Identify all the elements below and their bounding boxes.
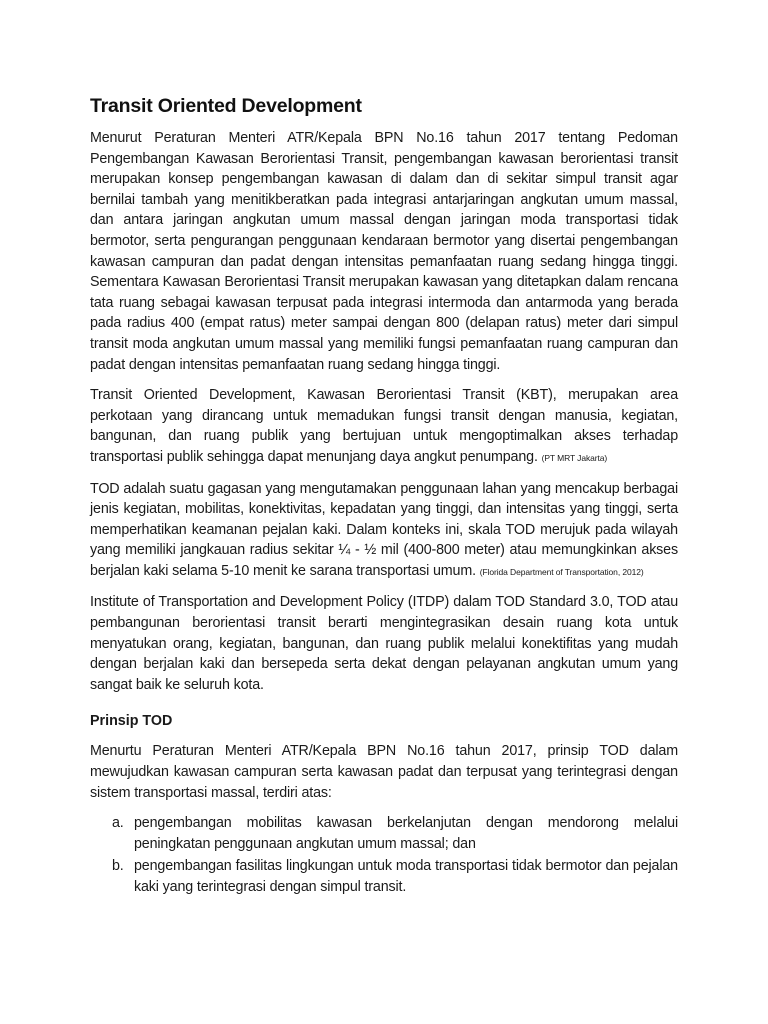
citation: (PT MRT Jakarta): [541, 452, 608, 463]
list-item-text: pengembangan mobilitas kawasan berkelanjutan dengan mendorong melalui peningkatan penggunaan angkutan umum massal; dan: [134, 815, 678, 852]
citation: (Florida Department of Transportation, 2012): [479, 566, 644, 577]
list-item: [90, 856, 678, 897]
paragraph-definition-regulation: [90, 128, 678, 375]
paragraph-text: Menurut Peraturan Menteri ATR/Kepala BPN No.16 tahun 2017 tentang Pedoman Pengembangan Kawasan Berorientasi Transit, pengembangan kawasan berorientasi transit merupakan konsep pengembangan kawasan di dalam dan di sekitar simpul transit agar bernilai tambah yang menitikberatkan pada integrasi antarjaringan angkutan umum massal, dan antara jaringan angkutan umum massal dengan jaringan moda transportasi tidak bermotor, serta pengurangan penggunaan kendaraan bermotor yang disertai pengembangan kawasan campuran dan padat dengan intensitas pemanfaatan ruang sedang hingga tinggi. Sementara Kawasan Berorientasi Transit merupakan kawasan yang ditetapkan dalam rencana tata ruang sebagai kawasan terpusat pada integrasi intermoda dan antarmoda yang berada pada radius 400 (empat ratus) meter sampai dengan 800 (delapan ratus) meter dari simpul transit moda angkutan umum massal yang memiliki fungsi pemanfaatan ruang campuran dan padat dengan intensitas pemanfaatan ruang sedang hingga tinggi.: [90, 130, 678, 373]
section-heading: Prinsip TOD: [90, 713, 173, 730]
paragraph-text: TOD adalah suatu gagasan yang mengutamakan penggunaan lahan yang mencakup berbagai jenis kegiatan, mobilitas, konektivitas, kepadatan yang tinggi, dan intensitas yang tinggi, serta memperhatikan keamanan pejalan kaki. Dalam konteks ini, skala TOD merujuk pada wilayah yang memiliki jangkauan radius sekitar ¼ - ½ mil (400-800 meter) atau memungkinkan akses berjalan kaki selama 5-10 menit ke sarana transportasi umum.: [90, 480, 678, 579]
list-item: [90, 813, 678, 854]
paragraph-definition-fdot: [90, 479, 678, 583]
paragraph-definition-itdp: [90, 592, 678, 695]
principle-list: [90, 813, 678, 897]
document-title: Transit Oriented Development: [90, 95, 362, 117]
paragraph-definition-mrt: [90, 385, 678, 468]
paragraph-text: Transit Oriented Development, Kawasan Berorientasi Transit (KBT), merupakan area perkotaan yang dirancang untuk memadukan fungsi transit dengan manusia, kegiatan, bangunan, dan ruang publik yang bertujuan untuk mengoptimalkan akses terhadap transportasi publik sehingga dapat menunjang daya angkut penumpang.: [90, 387, 678, 465]
list-marker: a.: [112, 815, 124, 832]
list-item-text: pengembangan fasilitas lingkungan untuk moda transportasi tidak bermotor dan pejalan kaki yang terintegrasi dengan simpul transit.: [134, 858, 678, 895]
list-marker: b.: [112, 858, 124, 875]
paragraph-text: Institute of Transportation and Development Policy (ITDP) dalam TOD Standard 3.0, TOD atau pembangunan berorientasi transit berarti mengintegrasikan desain ruang kota untuk menyatukan orang, kegiatan, bangunan, dan ruang publik melalui konektifitas yang mudah dengan berjalan kaki dan bersepeda serta dekat dengan pelayanan angkutan umum yang sangat baik ke seluruh kota.: [90, 594, 678, 693]
section-intro: Menurtu Peraturan Menteri ATR/Kepala BPN No.16 tahun 2017, prinsip TOD dalam mewujudkan kawasan campuran serta kawasan padat dan terpusat yang terintegrasi dengan sistem transportasi massal, terdiri atas:: [90, 743, 678, 801]
